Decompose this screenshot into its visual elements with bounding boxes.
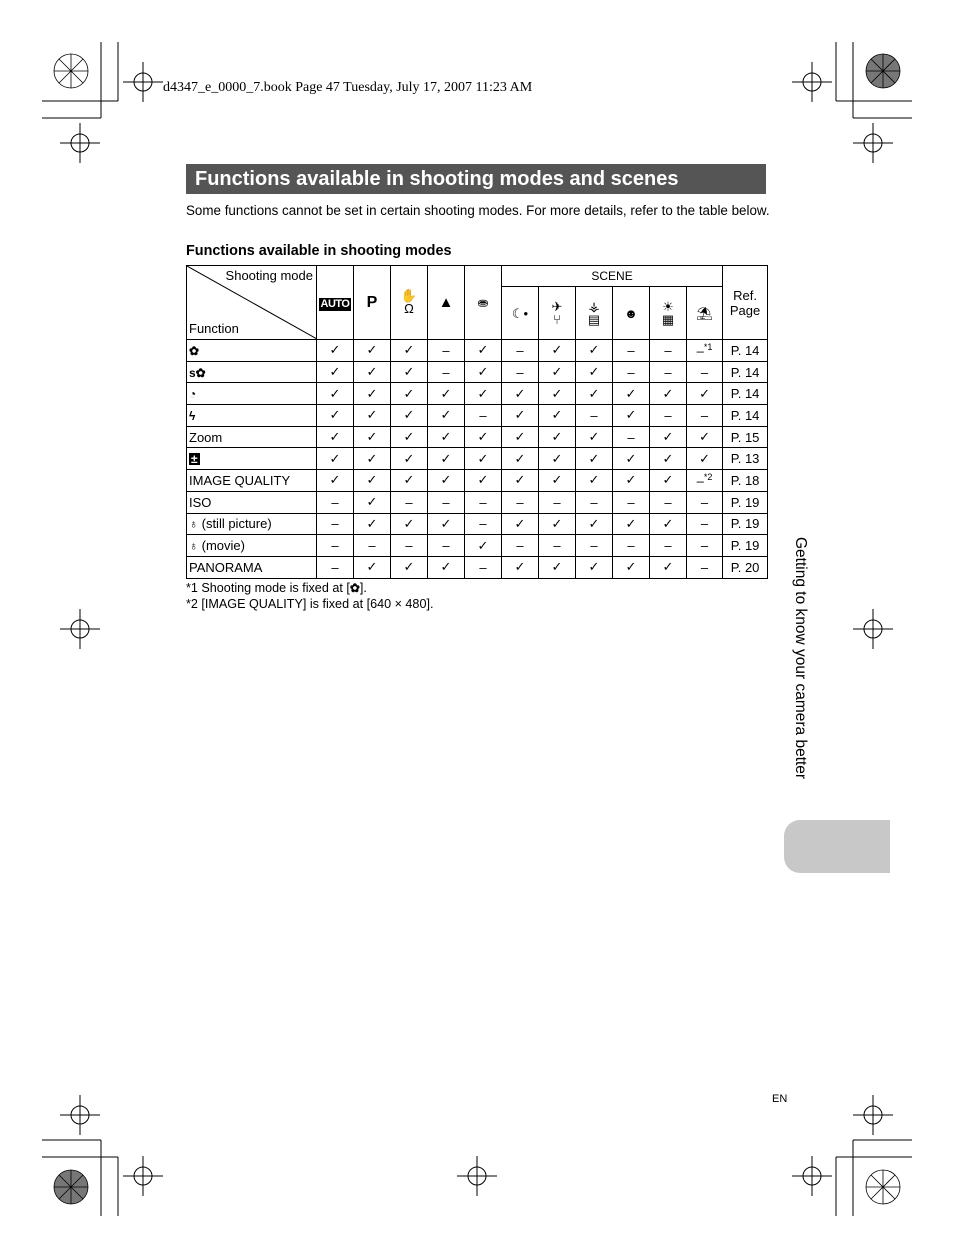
mark-cell: –	[428, 535, 465, 557]
mark-cell: –	[502, 340, 539, 362]
mark-cell: –	[687, 513, 723, 535]
mark-cell: ✓	[428, 405, 465, 427]
footnote-marker: *2	[703, 472, 713, 483]
mark-cell: ✓	[428, 383, 465, 405]
footnote-2: *2 [IMAGE QUALITY] is fixed at [640 × 480].	[186, 596, 434, 611]
mark-cell: –	[465, 491, 502, 513]
mark-cell: ✓	[650, 426, 687, 448]
mark-cell: –	[317, 513, 354, 535]
chapter-side-label: Getting to know your camera better	[792, 537, 809, 780]
mark-cell: –	[613, 361, 650, 383]
mark-cell: ✓	[576, 426, 613, 448]
mark-cell: ✓	[613, 448, 650, 470]
mark-cell: ✓	[539, 556, 576, 578]
mark-cell: ✓	[354, 405, 391, 427]
table-row	[187, 426, 768, 448]
mark-cell: ✓	[502, 513, 539, 535]
mark-cell: ✓	[576, 361, 613, 383]
mark-cell: ✓	[576, 340, 613, 362]
mark-cell: –	[613, 535, 650, 557]
mark-cell: ✓	[465, 448, 502, 470]
mark-cell: ✓	[354, 340, 391, 362]
mark-cell: –	[613, 491, 650, 513]
sunset-fireworks-scene-icon: ☀ ▦	[650, 287, 687, 340]
table-row	[187, 535, 768, 557]
exposure-compensation-icon: ±	[191, 452, 198, 467]
function-cell: Zoom	[187, 426, 317, 448]
mark-cell: –	[539, 535, 576, 557]
function-header: Function	[189, 321, 239, 336]
mark-cell: –	[465, 513, 502, 535]
book-file-info: d4347_e_0000_7.book Page 47 Tuesday, July 17, 2007 11:23 AM	[163, 80, 533, 95]
sport-cuisine-scene-icon: ✈ ⑂	[539, 287, 576, 340]
table-row	[187, 491, 768, 513]
beach-snow-scene-icon: ⛱	[687, 287, 723, 340]
ref-cell: P. 14	[723, 383, 768, 405]
table-row	[187, 405, 768, 427]
mark-cell: ✓	[354, 448, 391, 470]
mark-cell: ✓	[317, 448, 354, 470]
mark-cell: –	[391, 491, 428, 513]
mark-cell: –	[502, 535, 539, 557]
mark-cell: ✓	[465, 426, 502, 448]
mark-cell: ✓	[539, 426, 576, 448]
mark-cell: –	[317, 491, 354, 513]
function-cell	[187, 383, 317, 405]
mark-cell: –	[317, 556, 354, 578]
mark-cell: –	[687, 556, 723, 578]
mark-cell: –	[687, 405, 723, 427]
mark-cell: ✓	[354, 556, 391, 578]
function-cell: IMAGE QUALITY	[187, 470, 317, 492]
mark-cell: ✓	[539, 405, 576, 427]
mark-cell: ✓	[539, 513, 576, 535]
mark-cell: ✓	[650, 448, 687, 470]
mark-cell: ✓	[650, 383, 687, 405]
mark-cell: ✓	[428, 470, 465, 492]
mark-cell: –$^{*1}$	[687, 340, 723, 362]
mark-cell: ✓	[502, 556, 539, 578]
mark-cell: ✓	[613, 405, 650, 427]
mark-cell: ✓	[354, 383, 391, 405]
ref-page-header: Ref. Page	[723, 266, 768, 340]
mark-cell: –	[317, 535, 354, 557]
mark-cell: –	[428, 361, 465, 383]
mark-cell: ✓	[428, 426, 465, 448]
mark-cell: ✓	[317, 383, 354, 405]
auto-mode-icon: AUTO	[317, 266, 354, 340]
mark-cell: ✓	[391, 361, 428, 383]
mark-cell: ✓	[391, 556, 428, 578]
indoor-document-scene-icon: ⚶ ▤	[576, 287, 613, 340]
mark-cell: ✓	[613, 556, 650, 578]
ref-cell: P. 14	[723, 405, 768, 427]
mark-cell: –	[687, 491, 723, 513]
movie-mode-icon: ⛂	[465, 266, 502, 340]
ref-cell: P. 20	[723, 556, 768, 578]
mark-cell: ✓	[391, 426, 428, 448]
function-cell: ISO	[187, 491, 317, 513]
mark-cell: ✓	[502, 448, 539, 470]
mark-cell: ✓	[539, 448, 576, 470]
page-title: Functions available in shooting modes and scenes	[195, 168, 679, 190]
self-timer-icon: ◔	[189, 387, 197, 402]
mark-cell: ✓	[391, 513, 428, 535]
macro-icon: ✿	[349, 581, 360, 595]
mark-cell: ✓	[687, 383, 723, 405]
function-cell: PANORAMA	[187, 556, 317, 578]
corner-header-cell	[187, 266, 317, 340]
mark-cell: ✓	[502, 426, 539, 448]
mark-cell: –	[576, 491, 613, 513]
mark-cell: ✓	[687, 448, 723, 470]
mark-cell: ✓	[465, 361, 502, 383]
self-portrait-scene-icon: ☻	[613, 287, 650, 340]
super-macro-icon: s✿	[189, 365, 206, 380]
mark-cell: ✓	[354, 361, 391, 383]
table-row	[187, 340, 768, 362]
mark-cell: –	[687, 535, 723, 557]
mark-cell: ✓	[502, 383, 539, 405]
function-cell	[187, 361, 317, 383]
mark-cell: –	[391, 535, 428, 557]
mark-cell: –	[613, 426, 650, 448]
mark-cell: ✓	[391, 383, 428, 405]
mark-cell: –	[428, 491, 465, 513]
mark-cell: –	[650, 405, 687, 427]
table-row	[187, 556, 768, 578]
mark-cell: ✓	[465, 470, 502, 492]
section-heading: Functions available in shooting modes	[186, 243, 452, 259]
mark-cell: –	[576, 535, 613, 557]
mark-cell: ✓	[317, 426, 354, 448]
ref-cell: P. 18	[723, 470, 768, 492]
language-label: EN	[772, 1093, 788, 1105]
mark-cell: ✓	[428, 513, 465, 535]
mark-cell: ✓	[502, 470, 539, 492]
table-row	[187, 448, 768, 470]
mark-cell: –	[428, 340, 465, 362]
mark-cell: ✓	[428, 448, 465, 470]
landscape-mode-icon: ▲	[428, 266, 465, 340]
mark-cell: ✓	[391, 448, 428, 470]
mark-cell: ✓	[539, 383, 576, 405]
functions-table	[186, 265, 768, 579]
mark-cell: –	[613, 340, 650, 362]
function-cell: ♁ (still picture)	[187, 513, 317, 535]
mark-cell: ✓	[687, 426, 723, 448]
mark-cell: ✓	[354, 513, 391, 535]
ref-cell: P. 19	[723, 513, 768, 535]
table-row	[187, 513, 768, 535]
flash-icon: ϟ	[189, 408, 196, 423]
mark-cell: ✓	[317, 470, 354, 492]
mark-cell: –	[576, 405, 613, 427]
mark-cell: ✓	[576, 383, 613, 405]
mark-cell: –	[502, 361, 539, 383]
macro-icon: ✿	[189, 343, 200, 358]
chapter-tab	[784, 820, 890, 873]
mark-cell: ✓	[391, 470, 428, 492]
mark-cell: ✓	[650, 556, 687, 578]
mark-cell: ✓	[576, 470, 613, 492]
table-row	[187, 383, 768, 405]
footnotes	[186, 581, 433, 612]
mark-cell: ✓	[613, 383, 650, 405]
mark-cell: ✓	[465, 535, 502, 557]
mark-cell: ✓	[613, 470, 650, 492]
mark-cell: ✓	[317, 361, 354, 383]
function-cell	[187, 340, 317, 362]
mark-cell: ✓	[354, 470, 391, 492]
ref-cell: P. 19	[723, 491, 768, 513]
mark-cell: –	[650, 535, 687, 557]
mark-cell: ✓	[613, 513, 650, 535]
mark-cell: –	[650, 340, 687, 362]
program-mode-icon: P	[354, 266, 391, 340]
mark-cell: ✓	[317, 405, 354, 427]
ref-cell: P. 14	[723, 361, 768, 383]
function-cell: ♁ (movie)	[187, 535, 317, 557]
ref-cell: P. 14	[723, 340, 768, 362]
mark-cell: ✓	[354, 491, 391, 513]
mark-cell: ✓	[317, 340, 354, 362]
table-row	[187, 470, 768, 492]
mark-cell: –	[354, 535, 391, 557]
mark-cell: ✓	[576, 513, 613, 535]
mark-cell: –$^{*2}$	[687, 470, 723, 492]
mark-cell: ✓	[465, 340, 502, 362]
mark-cell: ✓	[428, 556, 465, 578]
ref-cell: P. 19	[723, 535, 768, 557]
night-portrait-scene-icon: ☾•	[502, 287, 539, 340]
function-cell	[187, 405, 317, 427]
mark-cell: –	[502, 491, 539, 513]
table-row	[187, 361, 768, 383]
mark-cell: –	[650, 361, 687, 383]
dis-mode-icon: ✋ Ω	[391, 266, 428, 340]
mark-cell: ✓	[539, 340, 576, 362]
ref-cell: P. 15	[723, 426, 768, 448]
microphone-icon: ♁	[189, 539, 198, 554]
mark-cell: ✓	[576, 448, 613, 470]
shooting-mode-header: Shooting mode	[225, 268, 313, 283]
ref-cell: P. 13	[723, 448, 768, 470]
mark-cell: ✓	[650, 513, 687, 535]
microphone-icon: ♁	[189, 517, 198, 532]
mark-cell: ✓	[576, 556, 613, 578]
intro-paragraph: Some functions cannot be set in certain shooting modes. For more details, refer to the table below.	[186, 203, 770, 218]
mark-cell: –	[465, 556, 502, 578]
mark-cell: –	[687, 361, 723, 383]
mark-cell: ✓	[539, 361, 576, 383]
scene-header: SCENE	[502, 266, 723, 287]
mark-cell: ✓	[391, 405, 428, 427]
footnote-marker: *1	[703, 342, 713, 353]
function-cell	[187, 448, 317, 470]
mark-cell: –	[465, 405, 502, 427]
page-title-bar	[186, 164, 766, 194]
mark-cell: ✓	[465, 383, 502, 405]
mark-cell: ✓	[539, 470, 576, 492]
footnote-1: *1 Shooting mode is fixed at [✿].	[186, 581, 367, 595]
mark-cell: ✓	[391, 340, 428, 362]
mark-cell: ✓	[502, 405, 539, 427]
mark-cell: –	[650, 491, 687, 513]
mark-cell: ✓	[650, 470, 687, 492]
mark-cell: –	[539, 491, 576, 513]
mark-cell: ✓	[354, 426, 391, 448]
